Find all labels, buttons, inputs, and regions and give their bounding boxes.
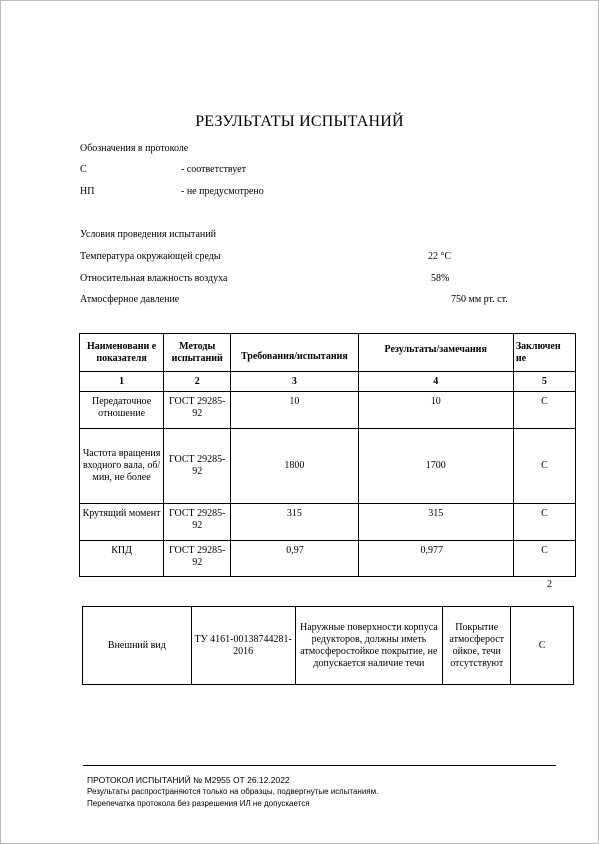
table-cell: С xyxy=(513,504,575,541)
table-cell: 1700 xyxy=(358,429,513,504)
footer-protocol-number: ПРОТОКОЛ ИСПЫТАНИЙ № М2955 ОТ 26.12.2022 xyxy=(87,775,290,785)
table-cell: 315 xyxy=(358,504,513,541)
table-cell: Передаточное отношение xyxy=(80,392,164,429)
header-requirements: Требования/испытания xyxy=(231,334,358,372)
header-conclusion: Заключен ие xyxy=(513,334,575,372)
legend-code-np: НП xyxy=(80,186,95,197)
condition-pressure-label: Атмосферное давление xyxy=(80,294,180,305)
table-cell: Крутящий момент xyxy=(80,504,164,541)
column-number: 4 xyxy=(358,372,513,392)
table-cell: С xyxy=(513,392,575,429)
table-row xyxy=(80,392,576,429)
condition-temperature-label: Температура окружающей среды xyxy=(80,251,221,262)
table-row xyxy=(80,541,576,577)
table-row xyxy=(83,607,574,685)
condition-humidity-label: Относительная влажность воздуха xyxy=(80,273,228,284)
table-cell: ГОСТ 29285-92 xyxy=(164,429,231,504)
footer-reprint-note: Перепечатка протокола без разрешения ИЛ не допускается xyxy=(87,799,310,808)
column-number: 5 xyxy=(513,372,575,392)
table-cell: Внешний вид xyxy=(83,607,192,685)
legend-code-c: С xyxy=(80,164,87,175)
legend-meaning-np: - не предусмотрено xyxy=(181,186,264,197)
table-cell: Наружные поверхности корпуса редукторов, должны иметь атмосферостойкое покрытие, не допускается наличие течи xyxy=(295,607,443,685)
legend-heading: Обозначения в протоколе xyxy=(80,143,189,154)
footer-scope-note: Результаты распространяются только на образцы, подвергнутые испытаниям. xyxy=(87,787,379,796)
table-cell: Частота вращения входного вала, об/мин, не более xyxy=(80,429,164,504)
table-row xyxy=(80,429,576,504)
column-number: 1 xyxy=(80,372,164,392)
table-cell: 10 xyxy=(358,392,513,429)
table-cell: 0,97 xyxy=(231,541,358,577)
condition-humidity-value: 58% xyxy=(431,273,450,284)
table-cell: ТУ 4161-00138744281-2016 xyxy=(191,607,295,685)
table-cell: Покрытие атмосферост ойкое, течи отсутствуют xyxy=(443,607,511,685)
table-cell: 315 xyxy=(231,504,358,541)
page-title: РЕЗУЛЬТАТЫ ИСПЫТАНИЙ xyxy=(195,113,404,130)
table-cell: 1800 xyxy=(231,429,358,504)
legend-meaning-c: - соответствует xyxy=(181,164,246,175)
page-number: 2 xyxy=(547,579,552,590)
header-name: Наименовани е показателя xyxy=(80,334,164,372)
table-cell: С xyxy=(511,607,574,685)
appearance-table xyxy=(82,606,574,685)
table-cell: КПД xyxy=(80,541,164,577)
table-number-row xyxy=(80,372,576,392)
footer-divider xyxy=(83,765,556,766)
table-cell: 0,977 xyxy=(358,541,513,577)
column-number: 2 xyxy=(164,372,231,392)
condition-pressure-value: 750 мм рт. ст. xyxy=(451,294,508,305)
table-cell: ГОСТ 29285-92 xyxy=(164,504,231,541)
table-cell: С xyxy=(513,429,575,504)
table-row xyxy=(80,504,576,541)
header-methods: Методы испытаний xyxy=(164,334,231,372)
column-number: 3 xyxy=(231,372,358,392)
table-cell: ГОСТ 29285-92 xyxy=(164,392,231,429)
table-cell: С xyxy=(513,541,575,577)
conditions-heading: Условия проведения испытаний xyxy=(80,229,216,240)
table-cell: 10 xyxy=(231,392,358,429)
results-table xyxy=(79,333,576,577)
table-cell: ГОСТ 29285-92 xyxy=(164,541,231,577)
table-header-row xyxy=(80,334,576,372)
header-results: Результаты/замечания xyxy=(358,334,513,372)
condition-temperature-value: 22 °С xyxy=(428,251,452,262)
